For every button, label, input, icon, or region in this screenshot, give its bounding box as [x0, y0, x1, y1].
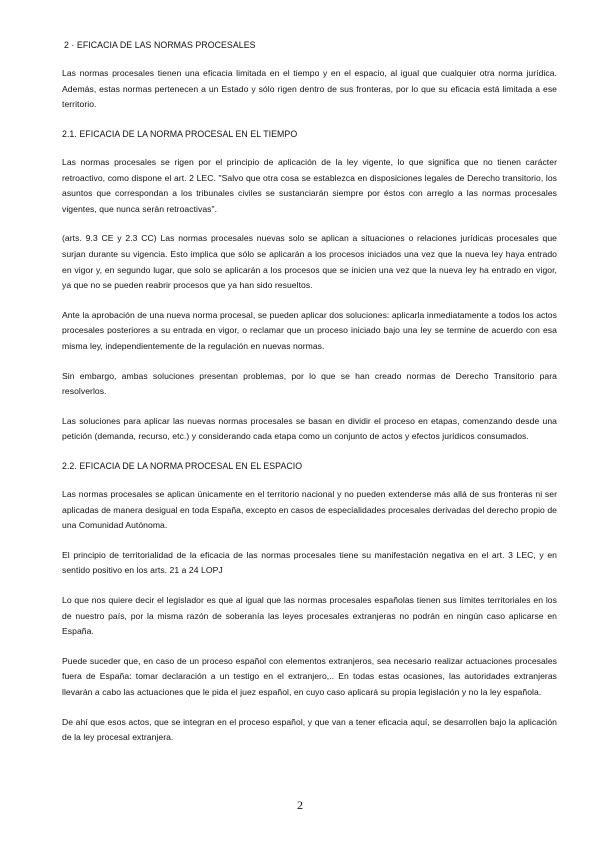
paragraph: Sin embargo, ambas soluciones presentan problemas, por lo que se han creado normas de Derecho Transitorio para resolverlos. — [62, 370, 557, 397]
section-heading-tiempo: 2.1. EFICACIA DE LA NORMA PROCESAL EN EL TIEMPO — [62, 128, 298, 139]
paragraph: Las normas procesales se aplican únicamente en el territorio nacional y no pueden extenderse más allá de sus fronteras ni ser aplicadas de manera desigual en toda España, excepto en casos de especialidades procesales derivadas del derecho propio de una Comunidad Autónoma. — [62, 488, 557, 531]
section-heading-eficacia: 2 · EFICACIA DE LAS NORMAS PROCESALES — [64, 40, 256, 50]
paragraph: El principio de territorialidad de la eficacia de las normas procesales tiene su manifestación negativa en el art. 3 LEC, y en sentido positivo en los arts. 21 a 24 LOPJ — [62, 549, 557, 576]
document-page — [62, 38, 557, 760]
section-heading-espacio: 2.2. EFICACIA DE LA NORMA PROCESAL EN EL ESPACIO — [62, 460, 303, 471]
paragraph: Puede suceder que, en caso de un proceso español con elementos extranjeros, sea necesario realizar actuaciones procesales fuera de España: tomar declaración a un testigo en el extranjero,.. En todas estas ocasiones, las autoridades extranjeras llevarán a cabo las actuaciones que le pida el juez español, en cuyo caso aplicará su propia legislación y no la ley española. — [62, 655, 557, 697]
paragraph: Lo que nos quiere decir el legislador es que al igual que las normas procesales españolas tienen sus límites territoriales en los de nuestro país, por la misma razón de soberanía las leyes procesales extranjeras no podrán en ningún caso aplicarse en España. — [62, 594, 557, 637]
paragraph: Las soluciones para aplicar las nuevas normas procesales se basan en dividir el proceso en etapas, comenzando desde una petición (demanda, recurso, etc.) y considerando cada etapa como un conjunto de actos y efectos jurídicos consumados. — [62, 415, 557, 442]
paragraph: De ahí que esos actos, que se integran en el proceso español, y que van a tener eficacia aquí, se desarrollen bajo la aplicación de la ley procesal extranjera. — [62, 716, 557, 743]
paragraph: Ante la aprobación de una nueva norma procesal, se pueden aplicar dos soluciones: aplicarla inmediatamente a todos los actos procesales posteriores a su entrada en vigor, o reclamar que un proceso iniciado bajo una ley se termine de acuerdo con esa misma ley, independientemente de la regulación en nuevas normas. — [62, 309, 557, 351]
paragraph: Las normas procesales tienen una eficacia limitada en el tiempo y en el espacio, al igual que cualquier otra norma jurídica. Además, estas normas pertenecen a un Estado y sólo rigen dentro de sus fronteras, por lo que su eficacia está limitada a ese territorio. — [62, 68, 557, 110]
page-number: 2 — [297, 798, 303, 812]
paragraph: Las normas procesales se rigen por el principio de aplicación de la ley vigente, lo que significa que no tienen carácter retroactivo, como dispone el art. 2 LEC. "Salvo que otra cosa se establezca en disposiciones legales de Derecho transitorio, los asuntos que correspondan a los tribunales civiles se sustanciarán siempre por éstos con arreglo a las normas procesales vigentes, que nunca serán retroactivas". — [62, 156, 557, 214]
paragraph: (arts. 9.3 CE y 2.3 CC) Las normas procesales nuevas solo se aplican a situaciones o relaciones jurídicas procesales que surjan durante su vigencia. Esto implica que sólo se aplicarán a los procesos iniciados una vez que la nueva ley haya entrado en vigor y, en segundo lugar, que solo se aplicarán a los procesos que se inicien una vez que la nueva ley ha entrado en vigor, ya que no se pueden reabrir procesos que ya han sido resueltos. — [62, 233, 557, 291]
